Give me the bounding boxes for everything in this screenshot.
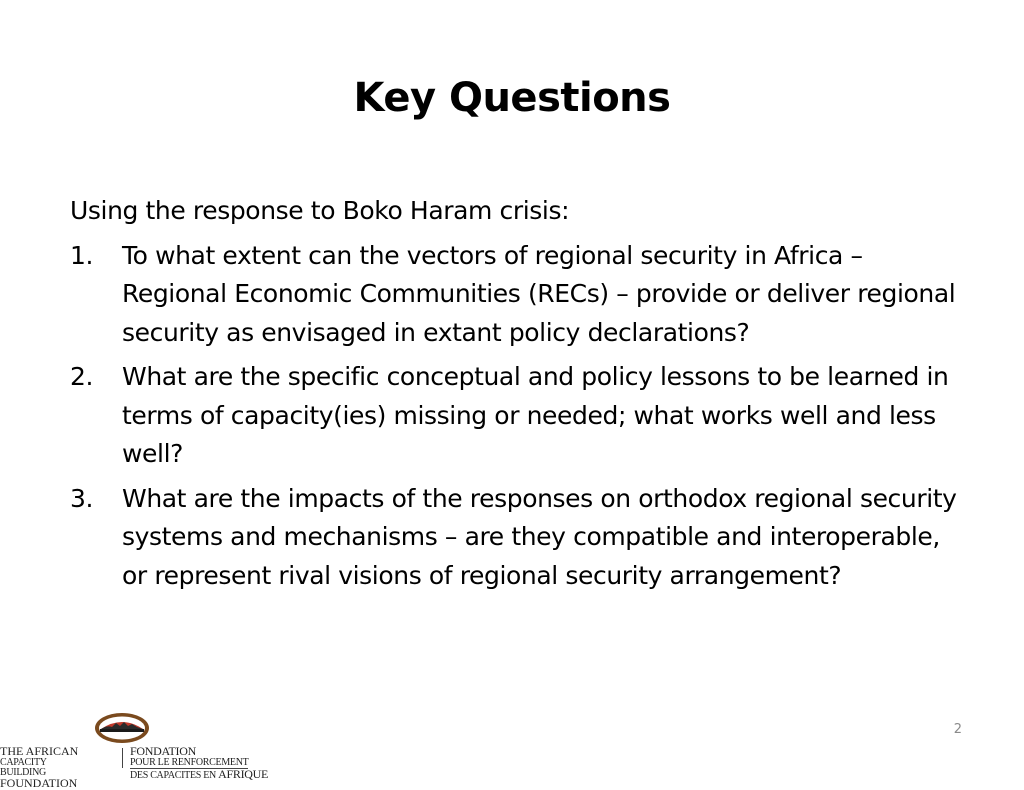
question-item xyxy=(70,358,970,474)
logo-en-line1a: THE AFRICAN xyxy=(0,744,79,758)
question-text: To what extent can the vectors of regional security in Africa – Regional Economic Communities (RECs) – provide or deliver regional security as envisaged in extant policy declarations? xyxy=(122,240,956,347)
question-number: 3. xyxy=(70,483,94,513)
logo-en-line2a: BUILDING xyxy=(0,767,46,778)
logo-divider xyxy=(122,748,123,768)
question-text: What are the impacts of the responses on orthodox regional security systems and mechanisms – are they compatible and interoperable, or represent rival visions of regional security arrangement? xyxy=(122,483,957,590)
acbf-logo xyxy=(0,712,292,790)
logo-en-line2b: FOUNDATION xyxy=(0,776,78,790)
logo-fr-line1a: FONDATION xyxy=(130,744,196,758)
logo-en-line1b: CAPACITY xyxy=(0,757,47,768)
slide-title: Key Questions xyxy=(353,75,671,121)
logo-fr-line2b: AFRIQUE xyxy=(218,767,269,781)
question-number: 1. xyxy=(70,240,94,270)
question-item xyxy=(70,480,970,596)
acbf-emblem-icon xyxy=(92,712,152,746)
question-item xyxy=(70,237,970,353)
slide-body xyxy=(70,192,970,601)
question-text: What are the specific conceptual and policy lessons to be learned in terms of capacity(ies) missing or needed; what works well and less well? xyxy=(122,362,949,468)
page-number: 2 xyxy=(953,722,962,737)
intro-text: Using the response to Boko Haram crisis: xyxy=(70,196,570,225)
question-number: 2. xyxy=(70,362,94,391)
logo-fr-line2a: DES CAPACITES EN xyxy=(130,770,216,781)
logo-text-french xyxy=(130,746,290,781)
question-list xyxy=(70,237,970,596)
logo-text-english xyxy=(0,746,120,790)
logo-fr-line1b: POUR LE RENFORCEMENT xyxy=(130,757,249,768)
